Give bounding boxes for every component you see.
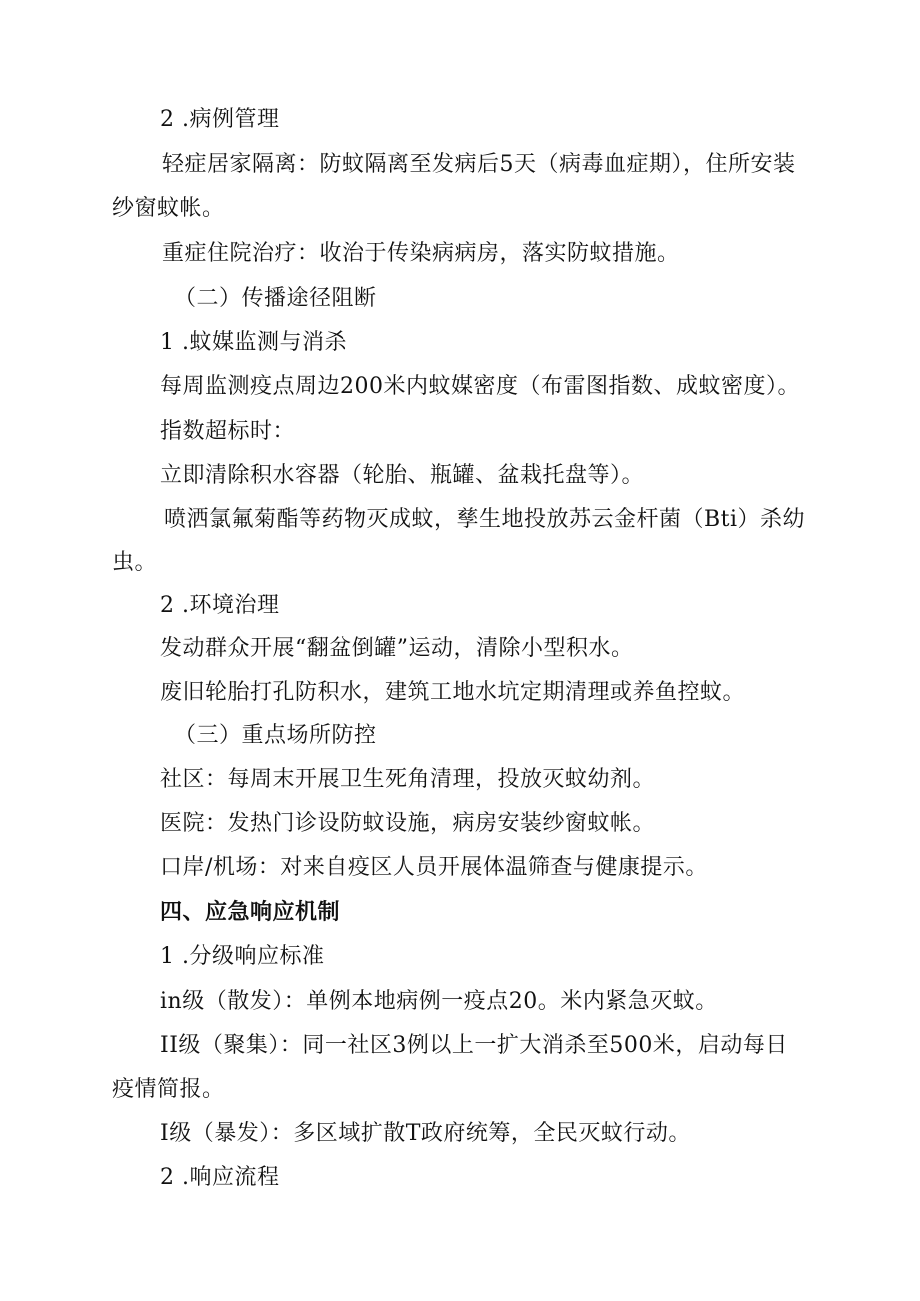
paragraph-mild-isolation-cont: 纱窗蚊帐。 [112,196,225,221]
paragraph-level-2-cont: 疫情简报。 [112,1077,225,1102]
paragraph-port-airport: 口岸/机场：对来自疫区人员开展体温筛查与健康提示。 [160,855,708,880]
heading-mosquito-monitoring: 1 .蚊媒监测与消杀 [160,330,347,355]
paragraph-weekly-monitoring: 每周监测疫点周边200米内蚊媒密度（布雷图指数、成蚊密度）。 [160,374,800,399]
paragraph-mild-isolation: 轻症居家隔离：防蚊隔离至发病后5天（病毒血症期），住所安装 [162,152,796,177]
paragraph-tires-puddles: 废旧轮胎打孔防积水，建筑工地水坑定期清理或养鱼控蚊。 [160,680,746,705]
paragraph-level-1: I级（暴发）：多区域扩散T政府统筹，全民灭蚊行动。 [160,1121,691,1146]
paragraph-spray-insecticide-cont: 虫。 [112,550,158,575]
paragraph-clear-containers: 立即清除积水容器（轮胎、瓶罐、盆栽托盘等）。 [160,463,645,488]
heading-response-levels: 1 .分级响应标准 [160,944,325,969]
heading-emergency-response: 四、应急响应机制 [160,900,341,925]
paragraph-community: 社区：每周末开展卫生死角清理，投放灭蚊幼剂。 [160,767,656,792]
paragraph-index-exceeded: 指数超标时： [160,419,296,444]
paragraph-severe-treatment: 重症住院治疗：收治于传染病病房，落实防蚊措施。 [162,241,680,266]
heading-transmission-block: （二）传播途径阻断 [174,286,377,311]
paragraph-spray-insecticide: 喷洒氯氟菊酯等药物灭成蚊，孳生地投放苏云金杆菌（Bti）杀幼 [164,507,806,532]
paragraph-level-3: in级（散发）：单例本地病例一疫点20。米内紧急灭蚊。 [160,989,718,1014]
heading-key-places: （三）重点场所防控 [174,723,377,748]
heading-response-process: 2 .响应流程 [160,1165,280,1190]
heading-environment: 2 .环境治理 [160,593,280,618]
paragraph-mobilize-masses: 发动群众开展“翻盆倒罐”运动，清除小型积水。 [160,636,634,661]
heading-case-management: 2 .病例管理 [160,107,280,132]
paragraph-level-2: II级（聚集）：同一社区3例以上一扩大消杀至500米，启动每日 [160,1033,788,1058]
paragraph-hospital: 医院：发热门诊设防蚊设施，病房安装纱窗蚊帐。 [160,811,656,836]
